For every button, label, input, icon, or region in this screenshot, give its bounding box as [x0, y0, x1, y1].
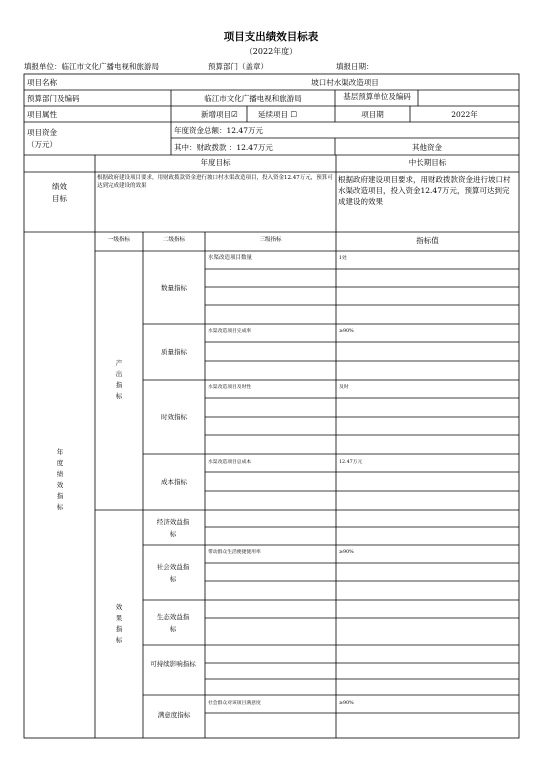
- base-unit-label: 基层预算单位及编码: [343, 92, 411, 101]
- ecological-benefit-indicator: 生态效益指标: [156, 613, 190, 633]
- annual-funds-total: 年度资金总额：12.47万元: [174, 126, 263, 135]
- indicator-row-value: 12.47万元: [339, 460, 363, 465]
- output-indicators-label: 产出指标: [115, 359, 123, 400]
- indicator-row-name: 水渠改造项目完成率: [208, 329, 252, 334]
- col-level2: 二级指标: [162, 237, 185, 243]
- property-label: 项目属性: [27, 110, 57, 119]
- fiscal-appropriation: 其中：财政拨款 ：12.47万元: [174, 143, 273, 152]
- goals-label-2: 目标: [52, 194, 67, 203]
- dept-code-value: 临江市文化广播电视和旅游局: [204, 94, 302, 103]
- indicator-row-value: 1处: [339, 256, 347, 261]
- annual-goal-header: 年度目标: [200, 158, 231, 167]
- economic-benefit-indicator: 经济效益指标: [156, 518, 190, 538]
- funds-label-line1: 项目资金: [27, 128, 57, 137]
- fiscal-year: （2022年度）: [244, 47, 298, 56]
- satisfaction-indicator: 满意度指标: [157, 711, 191, 719]
- col-value: 指标值: [416, 236, 439, 245]
- page-title: 项目支出绩效目标表: [223, 31, 319, 43]
- indicator-row-name: 社会群众对该项目满意度: [208, 701, 261, 706]
- longterm-goal-header: 中长期目标: [408, 158, 447, 167]
- timeliness-indicator: 时效指标: [161, 413, 187, 421]
- social-benefit-indicator: 社会效益指标: [156, 563, 190, 583]
- dept-code-label: 预算部门及编码: [27, 94, 80, 103]
- continue-project-checkbox[interactable]: 延续项目 ☐: [258, 110, 298, 119]
- period-label: 项目期: [361, 110, 384, 119]
- annual-indicators-label: 年度绩效指标: [56, 448, 64, 511]
- quality-indicator: 质量指标: [161, 348, 187, 356]
- report-date: 填报日期：: [336, 62, 374, 71]
- indicator-row-value: ≥90%: [339, 329, 354, 334]
- indicator-row-name: 水渠改造项目及时性: [208, 385, 252, 390]
- indicator-row-name: 带动群众生活便捷使用率: [208, 550, 261, 555]
- col-level3: 三级指标: [259, 237, 282, 243]
- budget-department-stamp: 预算部门（盖章）: [208, 62, 268, 71]
- annual-goal-text: 根据政府建设项目要求，用财政拨款资金进行坡口村水渠改造项目，投入资金12.47万元，预算可达到完成建设的效果: [97, 175, 333, 189]
- indicator-row-name: 水渠改造项目数量: [208, 255, 253, 261]
- effect-indicators-label: 效果指标: [115, 603, 123, 644]
- indicator-row-value: ≥90%: [339, 550, 354, 555]
- longterm-goal-text: 根据政府建设项目要求，用财政拨款资金进行坡口村水渠改造项目，投入资金12.47万元，预算可达到完成建设的效果: [338, 175, 511, 206]
- funds-label-line2: （万元）: [27, 140, 57, 149]
- indicator-row-value: ≥90%: [339, 701, 354, 706]
- goals-label-1: 绩效: [52, 182, 67, 191]
- cost-indicator: 成本指标: [161, 478, 187, 486]
- reporting-unit: 填报单位：临江市文化广播电视和旅游局: [24, 62, 159, 71]
- col-level1: 一级指标: [107, 237, 130, 243]
- new-project-checkbox[interactable]: 新增项目☑: [201, 110, 238, 119]
- project-name-value: 坡口村水渠改造项目: [311, 78, 379, 87]
- sustainable-impact-indicator: 可持续影响指标: [150, 660, 196, 668]
- indicator-row-value: 及时: [339, 385, 349, 390]
- other-funds: 其他资金: [412, 143, 442, 152]
- period-value: 2022年: [451, 110, 478, 119]
- project-name-label: 项目名称: [27, 78, 57, 87]
- indicator-row-name: 水渠改造项目总成本: [208, 460, 252, 465]
- quantity-indicator: 数量指标: [161, 284, 187, 292]
